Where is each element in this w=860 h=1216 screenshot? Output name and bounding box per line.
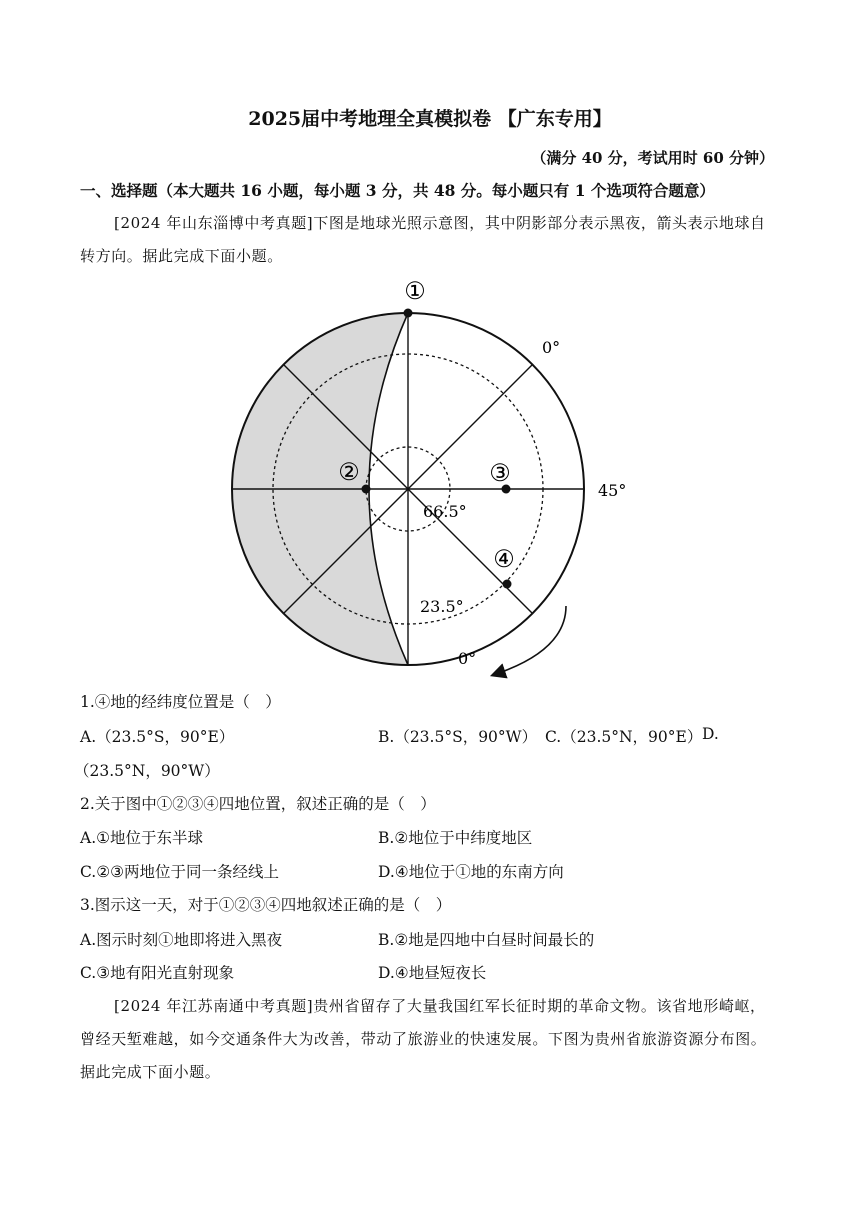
question-1-option-c[interactable]: C.（23.5°N，90°E） bbox=[545, 728, 703, 746]
lon-0-bottom-label: 0° bbox=[458, 649, 477, 668]
lon-0-top-label: 0° bbox=[542, 338, 561, 357]
question-1-stem: 1.④地的经纬度位置是（ ） bbox=[80, 693, 281, 711]
point-2-label: ② bbox=[338, 458, 360, 486]
lat-66-label: 66.5° bbox=[423, 502, 467, 521]
question-1-option-d-prefix[interactable]: D. bbox=[702, 725, 719, 743]
lat-23-label: 23.5° bbox=[420, 597, 464, 616]
page-title: 2025届中考地理全真模拟卷 【广东专用】 bbox=[248, 108, 612, 130]
question-2-stem: 2.关于图中①②③④四地位置，叙述正确的是（ ） bbox=[80, 795, 436, 813]
passage-intro-1: [2024 年山东淄博中考真题]下图是地球光照示意图，其中阴影部分表示黑夜，箭头表示地球自转方向。据此完成下面小题。 bbox=[80, 214, 766, 265]
question-2-option-d[interactable]: D.④地位于①地的东南方向 bbox=[378, 863, 564, 881]
earth-illumination-diagram bbox=[220, 275, 640, 685]
question-1-option-d[interactable]: （23.5°N，90°W） bbox=[74, 762, 220, 780]
question-1-option-a[interactable]: A.（23.5°S，90°E） bbox=[80, 728, 235, 746]
point-3-label: ③ bbox=[489, 459, 511, 487]
point-2-marker bbox=[362, 485, 371, 494]
question-2-option-b[interactable]: B.②地位于中纬度地区 bbox=[378, 829, 533, 847]
point-1-marker bbox=[404, 309, 413, 318]
question-3-option-c[interactable]: C.③地有阳光直射现象 bbox=[80, 964, 235, 982]
point-4-label: ④ bbox=[493, 545, 515, 573]
question-3-option-d[interactable]: D.④地昼短夜长 bbox=[378, 964, 487, 982]
question-1-option-b[interactable]: B.（23.5°S，90°W） bbox=[378, 728, 538, 746]
point-4-marker bbox=[503, 580, 512, 589]
question-3-stem: 3.图示这一天，对于①②③④四地叙述正确的是（ ） bbox=[80, 896, 452, 914]
score-note: （满分 40 分，考试用时 60 分钟） bbox=[531, 149, 774, 167]
question-2-option-c[interactable]: C.②③两地位于同一条经线上 bbox=[80, 863, 280, 881]
lon-45-label: 45° bbox=[598, 481, 627, 500]
point-1-label: ① bbox=[404, 277, 426, 305]
question-3-option-b[interactable]: B.②地是四地中白昼时间最长的 bbox=[378, 931, 595, 949]
question-2-option-a[interactable]: A.①地位于东半球 bbox=[80, 829, 204, 847]
meridian-lines bbox=[232, 313, 584, 665]
question-3-option-a[interactable]: A.图示时刻①地即将进入黑夜 bbox=[80, 931, 283, 949]
passage-intro-2: [2024 年江苏南通中考真题]贵州省留存了大量我国红军长征时期的革命文物。该省地形崎岖，曾经天堑难越，如今交通条件大为改善，带动了旅游业的快速发展。下图为贵州省旅游资源分布图。据此完成下面小题。 bbox=[80, 997, 767, 1081]
section-heading: 一、选择题（本大题共 16 小题，每小题 3 分，共 48 分。每小题只有 1 个选项符合题意） bbox=[80, 181, 715, 200]
